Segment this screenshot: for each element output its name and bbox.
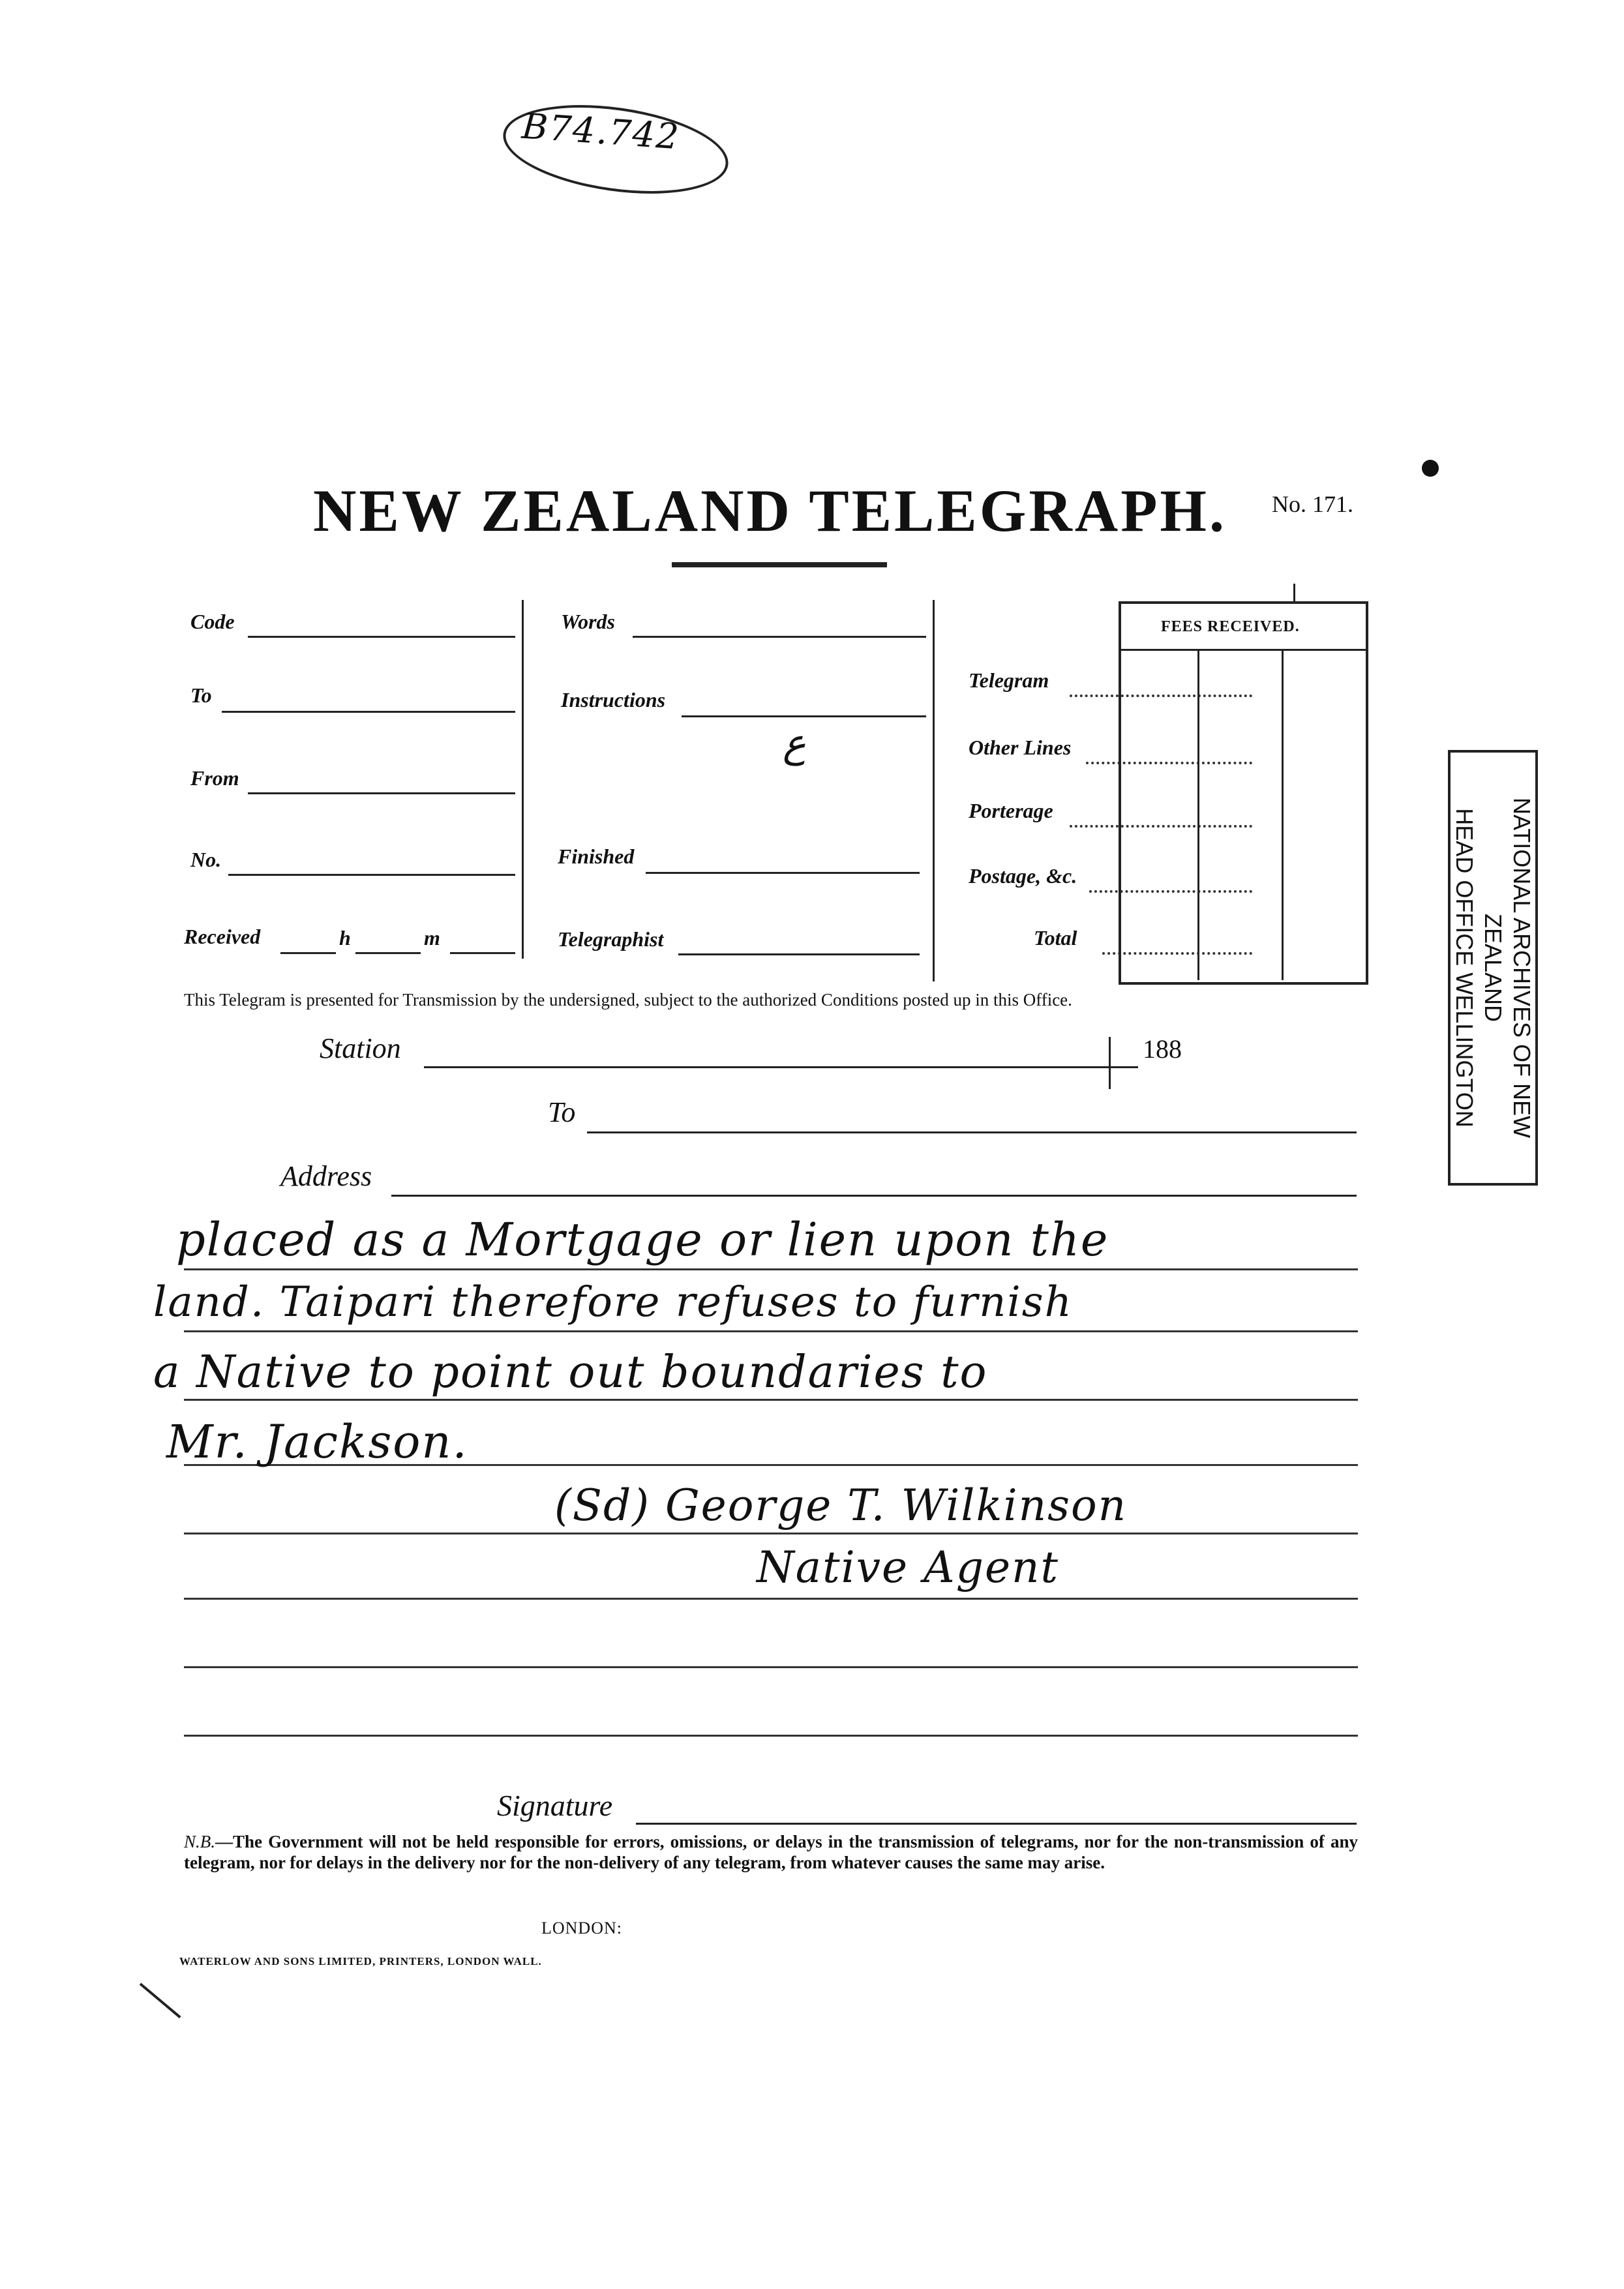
year-prefix: 188 [1143, 1034, 1182, 1064]
fees-received-header: FEES RECEIVED. [1161, 618, 1300, 635]
station-date-tick [1109, 1037, 1111, 1089]
message-line-1: placed as a Mortgage or lien upon the [176, 1213, 1109, 1266]
from-label: From [190, 766, 239, 790]
archive-stamp [1448, 750, 1538, 1186]
instructions-label: Instructions [561, 688, 666, 711]
finished-line [646, 872, 920, 874]
message-rule-1 [184, 1268, 1358, 1270]
words-label: Words [561, 610, 615, 633]
header-divider-2 [933, 600, 935, 981]
nb-body: —The Government will not be held responsible for errors, omissions, or delays in the transmission of telegrams, nor for the non-transmission of any telegram, nor for delays in the delivery nor for the non-delivery of any telegram, from whatever causes the same may arise. [184, 1832, 1358, 1872]
message-line-2: land. Taipari therefore refuses to furnish [153, 1278, 1073, 1326]
fees-col-1 [1197, 651, 1199, 980]
message-rule-7 [184, 1666, 1358, 1668]
message-rule-2 [184, 1330, 1358, 1332]
fee-label-postage: Postage, &c. [969, 864, 1077, 888]
message-rule-5 [184, 1533, 1358, 1534]
telegraphist-line [678, 953, 920, 955]
message-line-4: Mr. Jackson. [166, 1415, 468, 1469]
fees-received-box [1119, 601, 1368, 985]
fees-col-2 [1282, 651, 1284, 980]
ink-blot [1422, 460, 1439, 477]
words-line [633, 636, 926, 638]
address-label: Address [280, 1160, 372, 1192]
archive-stamp-line-1: NATIONAL ARCHIVES OF NEW ZEALAND [1480, 797, 1535, 1139]
to-line [222, 711, 515, 713]
code-label: Code [190, 610, 235, 633]
header-divider-1 [522, 600, 524, 959]
to-address-line [587, 1131, 1357, 1133]
archive-stamp-line-2: HEAD OFFICE WELLINGTON [1451, 808, 1478, 1128]
signed-title: Native Agent [757, 1542, 1060, 1593]
to-address-label: To [548, 1096, 576, 1128]
fee-label-telegram: Telegram [969, 668, 1049, 692]
received-end-line [450, 952, 515, 954]
corner-mark [140, 1982, 181, 2018]
instructions-mark: ع [783, 721, 806, 766]
received-h-line [280, 952, 336, 954]
nb-notice [184, 1831, 1358, 1873]
conditions-text: This Telegram is presented for Transmission by the undersigned, subject to the authorized Conditions posted up in this Office. [184, 990, 1072, 1010]
finished-label: Finished [558, 845, 635, 868]
message-rule-3 [184, 1399, 1358, 1401]
fee-label-porterage: Porterage [969, 799, 1053, 822]
signed-name: (Sd) George T. Wilkinson [554, 1480, 1128, 1531]
received-label: Received [184, 925, 261, 948]
fee-label-other-lines: Other Lines [969, 736, 1072, 759]
no-label: No. [190, 848, 222, 871]
no-line [228, 874, 515, 876]
nb-prefix: N.B. [184, 1832, 216, 1851]
fees-header-rule [1119, 649, 1366, 651]
message-line-3: a Native to point out boundaries to [153, 1347, 988, 1398]
fee-label-total: Total [1034, 926, 1077, 950]
message-rule-8 [184, 1735, 1358, 1737]
station-line [424, 1066, 1138, 1068]
to-label: To [190, 683, 212, 707]
address-line [391, 1195, 1357, 1197]
code-line [248, 636, 515, 638]
instructions-line [682, 715, 926, 717]
printer-name: WATERLOW AND SONS LIMITED, PRINTERS, LONDON WALL. [179, 1955, 542, 1967]
station-label: Station [320, 1032, 401, 1064]
fees-top-tick [1293, 584, 1295, 603]
signature-label: Signature [497, 1789, 613, 1822]
message-rule-6 [184, 1598, 1358, 1600]
received-m: m [424, 926, 440, 950]
from-line [248, 792, 515, 794]
archive-stamp-text [1450, 759, 1536, 1176]
title-rule [672, 562, 887, 567]
form-title: NEW ZEALAND TELEGRAPH. [313, 477, 1227, 544]
telegraphist-label: Telegraphist [558, 927, 664, 951]
reference-number: B74.742 [520, 105, 682, 158]
printer-city: LONDON: [541, 1919, 622, 1937]
form-number: No. 171. [1272, 491, 1353, 517]
signature-line [636, 1823, 1357, 1825]
received-m-line [355, 952, 421, 954]
received-h: h [339, 926, 351, 950]
